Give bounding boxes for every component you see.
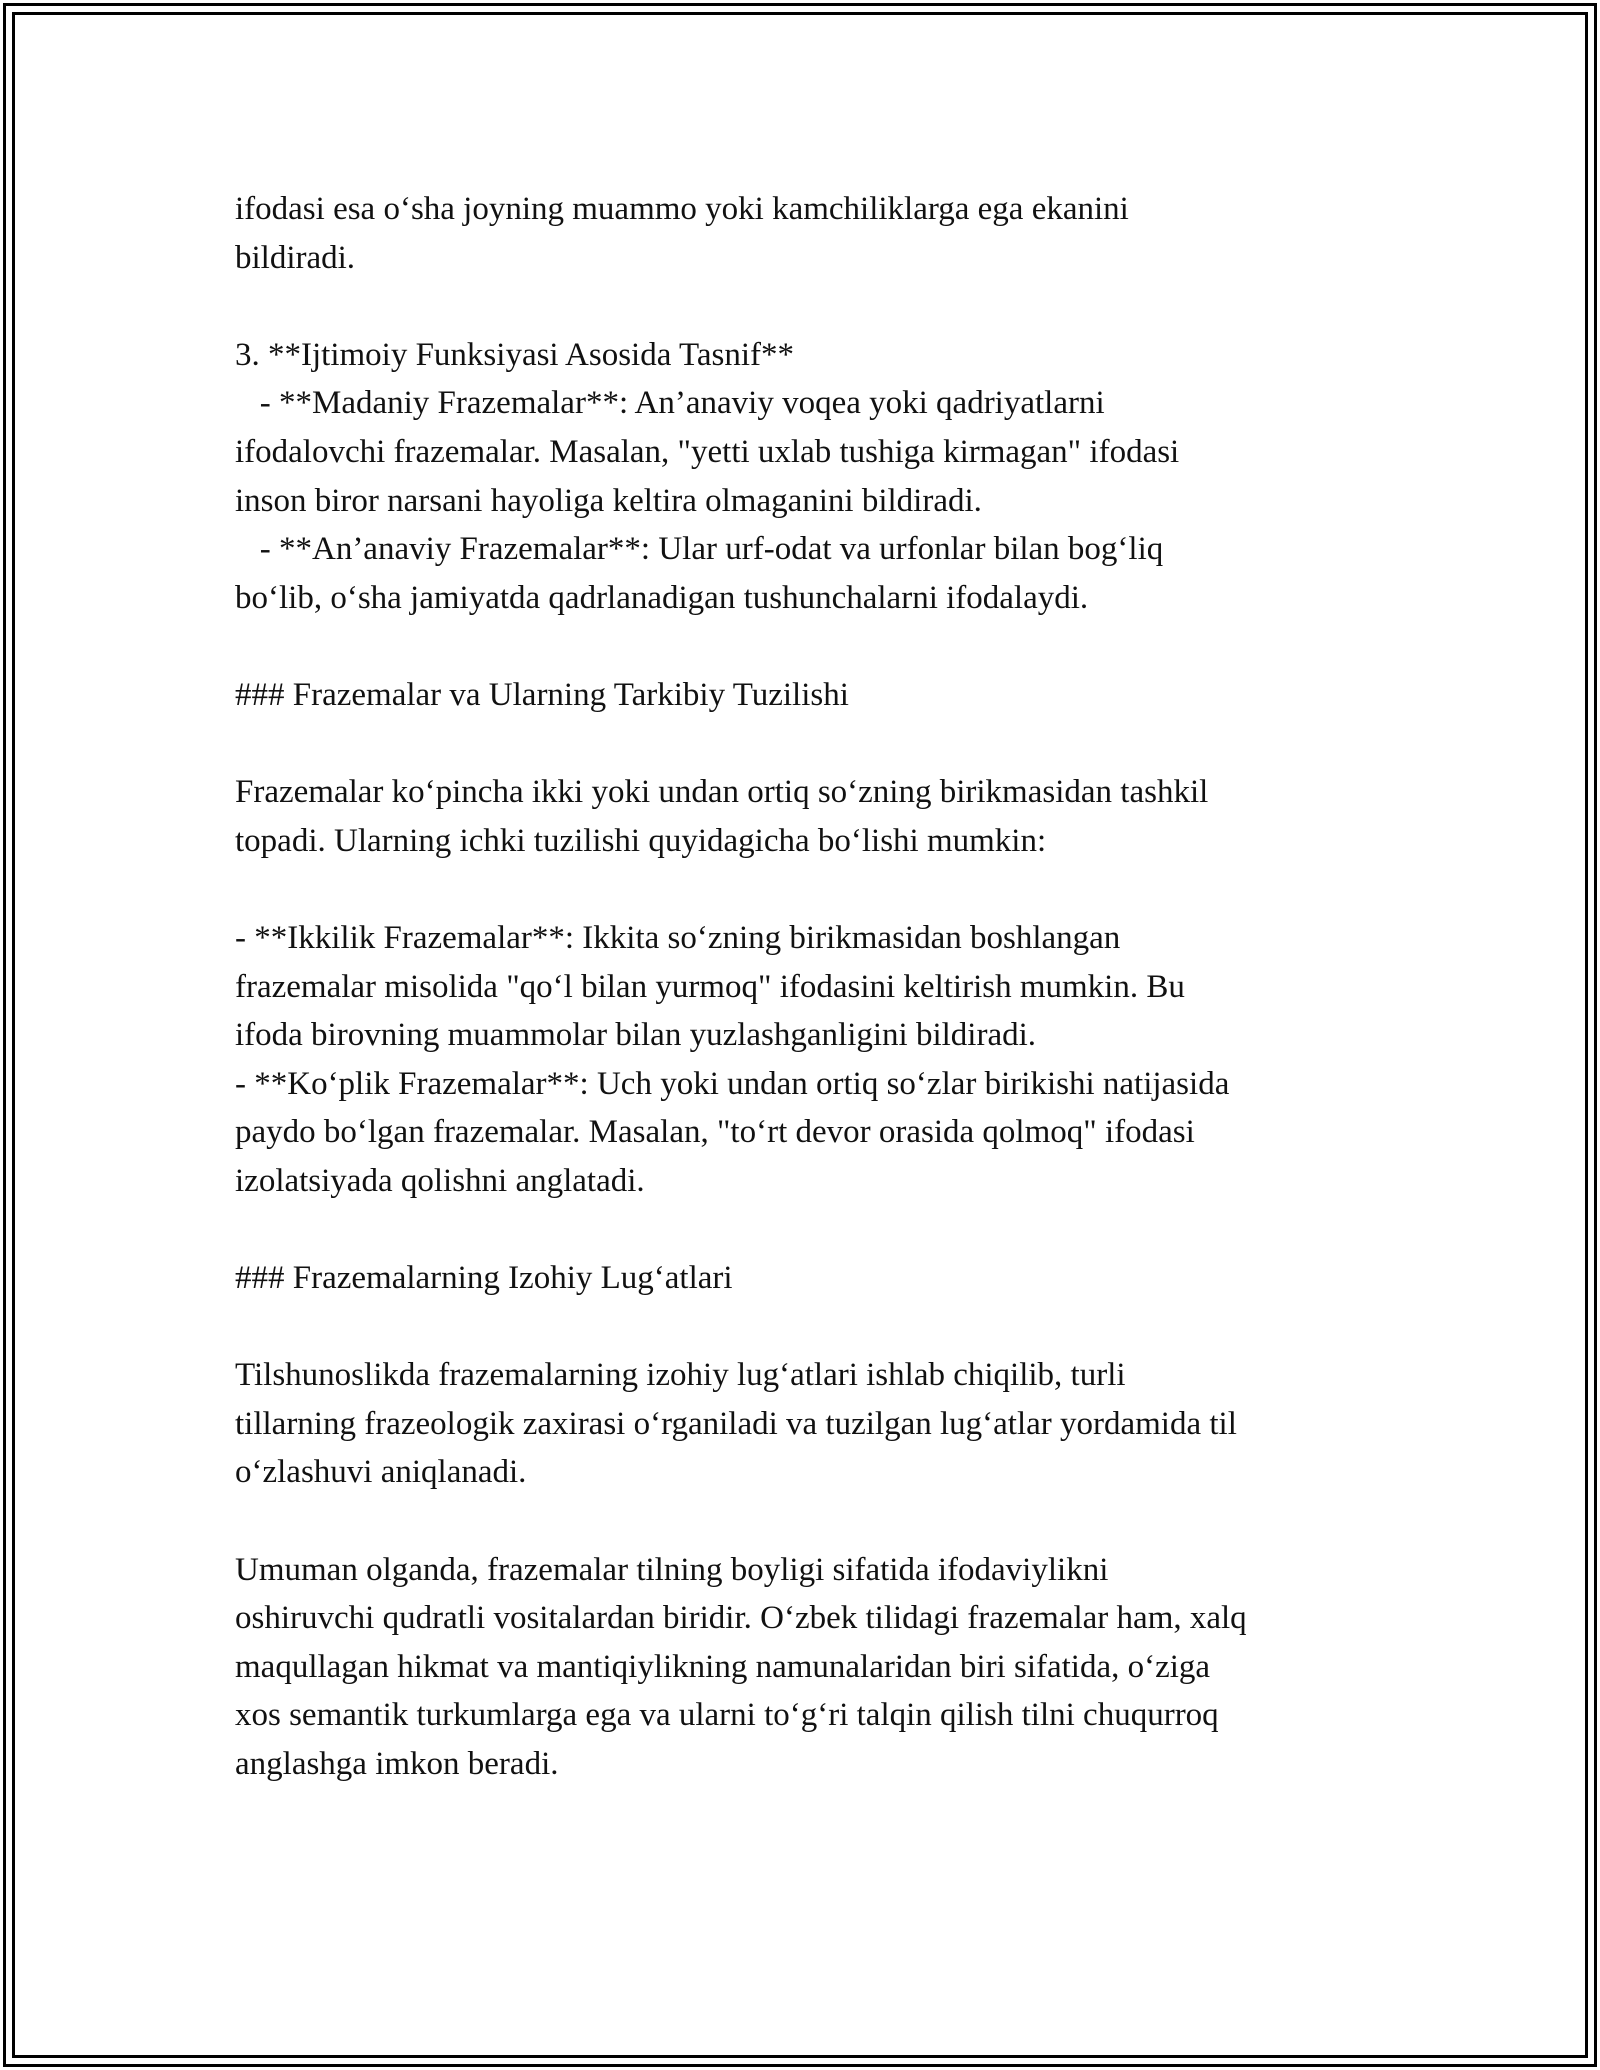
paragraph-gap bbox=[235, 1303, 1385, 1352]
text-line: bo‘lib, o‘sha jamiyatda qadrlanadigan tushunchalarni ifodalaydi. bbox=[235, 579, 1089, 616]
text-line: - **Ikkilik Frazemalar**: Ikkita so‘zning birikmasidan boshlangan bbox=[235, 919, 1121, 956]
text-line: anglashga imkon beradi. bbox=[235, 1746, 559, 1782]
text-line: Umuman olganda, frazemalar tilning boyligi sifatida ifodaviylikni bbox=[235, 1551, 1109, 1588]
list-item-social-function bbox=[235, 331, 1385, 623]
text-line: inson biror narsani hayoliga keltira olmaganini bildiradi. bbox=[235, 482, 982, 519]
paragraph bbox=[235, 768, 1385, 865]
bullet-list bbox=[235, 914, 1385, 1206]
text-line: - **Madaniy Frazemalar**: An’anaviy voqea yoki qadriyatlarni bbox=[235, 385, 1105, 422]
paragraph-conclusion bbox=[235, 1546, 1385, 1789]
text-line: frazemalar misolida "qo‘l bilan yurmoq" ifodasini keltirish mumkin. Bu bbox=[235, 968, 1185, 1005]
text-line: ### Frazemalar va Ularning Tarkibiy Tuzilishi bbox=[235, 676, 849, 713]
paragraph-gap bbox=[235, 720, 1385, 769]
text-line: Tilshunoslikda frazemalarning izohiy lug‘atlari ishlab chiqilib, turli bbox=[235, 1357, 1126, 1394]
text-line: maqullagan hikmat va mantiqiylikning namunalaridan biri sifatida, o‘ziga bbox=[235, 1648, 1211, 1685]
section-heading bbox=[235, 1254, 1385, 1303]
text-line: ### Frazemalarning Izohiy Lug‘atlari bbox=[235, 1260, 733, 1297]
text-line: oshiruvchi qudratli vositalardan biridir. O‘zbek tilidagi frazemalar ham, xalq bbox=[235, 1600, 1247, 1637]
text-line: paydo bo‘lgan frazemalar. Masalan, "to‘rt devor orasida qolmoq" ifodasi bbox=[235, 1114, 1195, 1151]
section-heading bbox=[235, 671, 1385, 720]
text-line: ifoda birovning muammolar bilan yuzlashganligini bildiradi. bbox=[235, 1017, 1037, 1054]
text-line: ifodalovchi frazemalar. Masalan, "yetti uxlab tushiga kirmagan" ifodasi bbox=[235, 433, 1180, 470]
text-line: tillarning frazeologik zaxirasi o‘rganiladi va tuzilgan lug‘atlar yordamida til bbox=[235, 1405, 1237, 1442]
paragraph-gap bbox=[235, 1497, 1385, 1546]
text-line: Frazemalar ko‘pincha ikki yoki undan ortiq so‘zning birikmasidan tashkil bbox=[235, 774, 1209, 811]
text-line: bildiradi. bbox=[235, 239, 356, 276]
text-line: 3. **Ijtimoiy Funksiyasi Asosida Tasnif** bbox=[235, 336, 795, 373]
paragraph bbox=[235, 1351, 1385, 1497]
text-line: topadi. Ularning ichki tuzilishi quyidagicha bo‘lishi mumkin: bbox=[235, 822, 1047, 859]
text-line: izolatsiyada qolishni anglatadi. bbox=[235, 1162, 645, 1199]
paragraph-gap bbox=[235, 1205, 1385, 1254]
text-line: - **An’anaviy Frazemalar**: Ular urf-odat va urfonlar bilan bog‘liq bbox=[235, 531, 1164, 568]
paragraph-gap bbox=[235, 622, 1385, 671]
paragraph-continuation bbox=[235, 185, 1385, 282]
text-line: xos semantik turkumlarga ega va ularni to‘g‘ri talqin qilish tilni chuqurroq bbox=[235, 1697, 1219, 1734]
paragraph-gap bbox=[235, 865, 1385, 914]
text-line: ifodasi esa o‘sha joyning muammo yoki kamchiliklarga ega ekanini bbox=[235, 191, 1129, 227]
text-line: - **Ko‘plik Frazemalar**: Uch yoki undan ortiq so‘zlar birikishi natijasida bbox=[235, 1065, 1230, 1102]
paragraph-gap bbox=[235, 282, 1385, 331]
document-body bbox=[235, 185, 1385, 1789]
text-line: o‘zlashuvi aniqlanadi. bbox=[235, 1454, 527, 1491]
